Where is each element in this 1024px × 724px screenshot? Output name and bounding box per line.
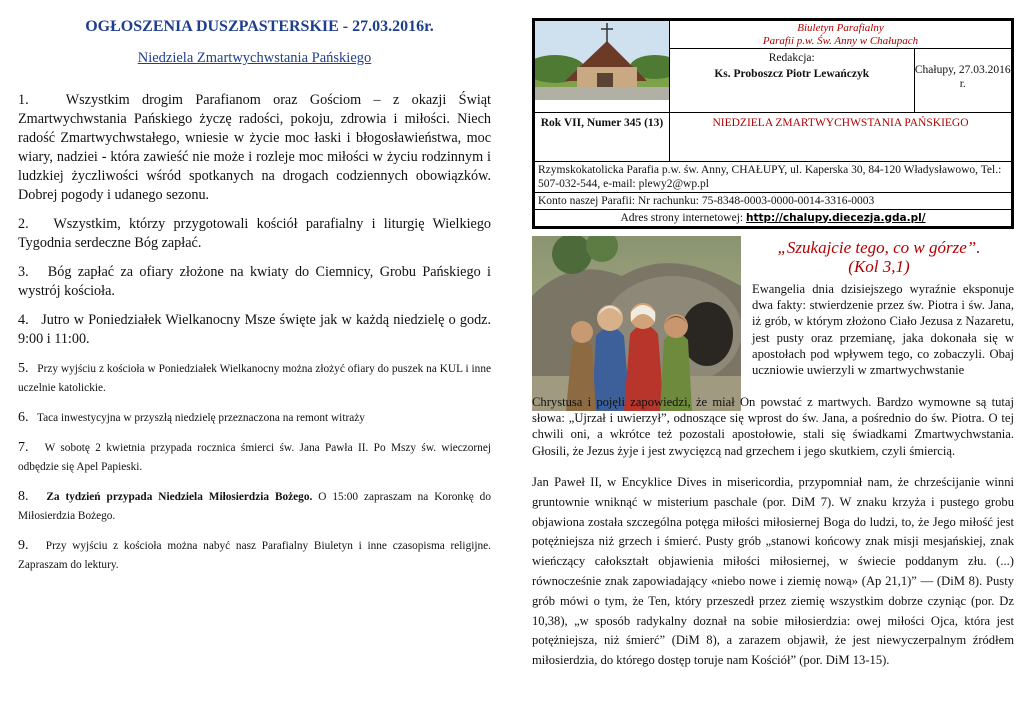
church-photo bbox=[535, 21, 669, 100]
bulletin-publication-name: Biuletyn Parafialny Parafii p.w. Św. Anny w Chałupach bbox=[762, 22, 919, 47]
announcements-column bbox=[18, 18, 491, 585]
announcement-item: 5. Przy wyjściu z kościoła w Poniedziałek Wielkanocny można złożyć ofiary do puszek na KUL i inne uczelnie katolickie. bbox=[18, 361, 491, 394]
parish-address: Rzymskokatolicka Parafia p.w. św. Anny, CHAŁUPY, ul. Kaperska 30, 84-120 Władysławowo, Tel.: 507-032-544, e-mail: plewy2@wp.pl bbox=[535, 161, 1012, 192]
announcement-item: 4. Jutro w Poniedziałek Wielkanocny Msze święte jak w każdą niedzielę o godz. 9:00 i 11:00. bbox=[18, 312, 492, 347]
bulletin-column bbox=[532, 18, 1014, 668]
scripture-motto: „Szukajcie tego, co w górze”. (Kol 3,1) bbox=[777, 238, 981, 276]
announcement-item: 7. W sobotę 2 kwietnia przypada rocznica śmierci św. Jana Pawła II. Po Mszy św. wieczornej odbędzie się Apel Papieski. bbox=[18, 440, 491, 473]
website-link[interactable]: http://chalupy.diecezja.gda.pl/ bbox=[745, 211, 926, 224]
announcement-item: 8. Za tydzień przypada Niedziela Miłosierdzia Bożego. O 15:00 zapraszam na Koronkę do Miłosierdzia Bożego. bbox=[18, 489, 491, 522]
announcements-subtitle: Niedziela Zmartwychwstania Pańskiego bbox=[137, 50, 372, 66]
announcement-item: 6. Taca inwestycyjna w przyszłą niedzielę przeznaczona na remont witraży bbox=[18, 410, 365, 425]
occasion-title: NIEDZIELA ZMARTWYCHWSTANIA PAŃSKIEGO bbox=[670, 112, 1012, 161]
announcement-item: 9. Przy wyjściu z kościoła można nabyć nasz Parafialny Biuletyn i inne czasopisma religijne. Zapraszam do lektury. bbox=[18, 538, 491, 571]
issue-number: Rok VII, Numer 345 (13) bbox=[535, 112, 670, 161]
gospel-reflection-continued: Chrystusa i pojęli zapowiedzi, że miał On powstać z martwych. Bardzo wymowne są tutaj słowa: „Ujrzał i uwierzył”, odnoszące się wprost do św. Jana, a pośrednio do św. Piotra. O tej chwili oni, a wkrótce też pozostali apostołowie, stali się świadkami Zmartwychwstania. Głosili, że Jezus żyje i jest zwycięzcą nad grzechem i jego skutkiem, czyli śmiercią. bbox=[532, 395, 1014, 458]
announcement-item: 2. Wszystkim, którzy przygotowali kościół parafialny i liturgię Wielkiego Tygodnia serdeczne Bóg zapłać. bbox=[18, 216, 492, 251]
announcement-item: 1. Wszystkim drogim Parafianom oraz Gościom – z okazji Świąt Zmartwychwstania Pańskiego życzę radości, pokoju, zdrowia i miłości. Niech radość Zmartwychwstałego, wniesie w życie moc łaski i błogosławieństwa, moc wiary, nadziei - która zawieść nie może i rozleje moc miłości w życiu rodzinnym i ludzkiej życzliwości wśród spotkanych na drogach codziennych obowiązków. Dobrej pogody i udanego sezonu. bbox=[18, 92, 491, 203]
announcement-item: 3. Bóg zapłać za ofiary złożone na kwiaty do Ciemnicy, Grobu Pańskiego i wystrój kościoła. bbox=[18, 264, 491, 299]
bulletin-header-box bbox=[532, 18, 1014, 229]
bank-account: Konto naszej Parafii: Nr rachunku: 75-8348-0003-0000-0014-3316-0003 bbox=[535, 192, 1012, 209]
gospel-reflection-intro: Ewangelia dnia dzisiejszego wyraźnie eksponuje dwa fakty: stwierdzenie przez św. Piotra i św. Jana, iż grób, w którym złożono Ciało Jezusa z Nazaretu, jest pusty oraz przemianę, jaka dokonała się w apostołach pod wpływem tego, co zobaczyli. Obaj uczniowie uwierzyli w zmartwychwstanie bbox=[752, 282, 1014, 378]
bulletin-date: Chałupy, 27.03.2016 r. bbox=[914, 64, 1011, 90]
editor-cell: Redakcja: Ks. Proboszcz Piotr Lewańczyk bbox=[670, 49, 914, 112]
dives-in-misericordia-paragraph: Jan Paweł II, w Encyklice Dives in misericordia, przypomniał nam, że chrześcijanie winni gruntownie wniknąć w misterium paschale (por. DiM 7). W znaku krzyża i pustego grobu objawiona została szczególna potęga miłości miłosiernej Boga do ludzi, to, że Jego miłość jest potężniejsza niż grzech i śmierć. Pusty grób „stanowi końcowy znak misji mesjańskiej, znak wieńczący całokształt objawienia miłości miłosiernej, w świecie poddanym złu. (...) równocześnie znak zapowiadający «niebo nowe i ziemię nową» (Ap 21,1)” — (DiM 8). Pusty grób mówi o tym, że Ten, który przeszedł przez ziemię wszystkim dobrze czyniąc (por. Dz 10,38), „w sposób radykalny doznał na sobie miłosierdzia: owej miłości Ojca, która jest potężniejsza, niż śmierć” (DiM 8), a zarazem objawił, że jest niewyczerpalnym źródłem miłosierdzia, do którego dostęp toruje nam Kościół” (por. DiM 13-15). bbox=[532, 475, 1014, 668]
apostles-at-tomb-painting bbox=[532, 236, 741, 411]
church-photo-cell bbox=[535, 21, 670, 113]
website-row: Adres strony internetowej: http://chalupy.diecezja.gda.pl/ bbox=[535, 209, 1012, 226]
announcements-title: OGŁOSZENIA DUSZPASTERSKIE - 27.03.2016r. bbox=[85, 18, 434, 35]
announcements-list bbox=[18, 91, 491, 575]
